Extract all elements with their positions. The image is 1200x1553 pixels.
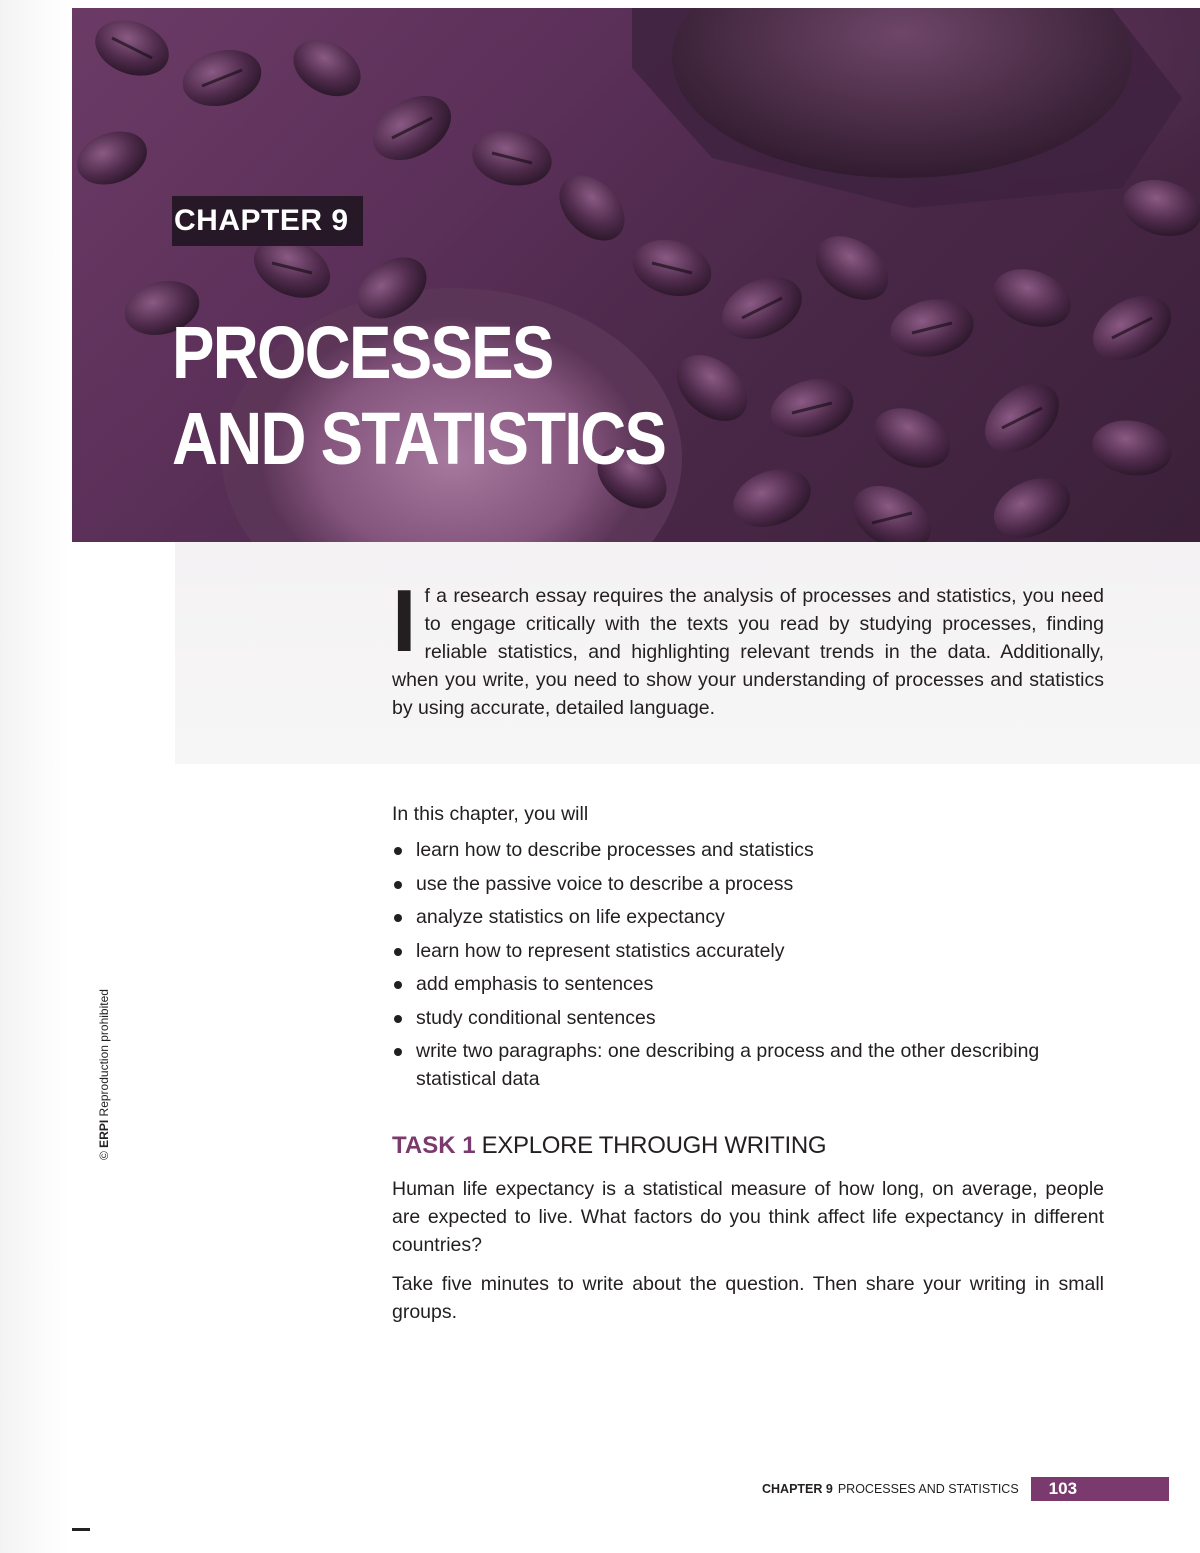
objective-text: write two paragraphs: one describing a process and the other describing statistical data (416, 1040, 1040, 1090)
objective-text: analyze statistics on life expectancy (416, 906, 725, 928)
objective-item (392, 937, 1092, 965)
bullet-icon (394, 847, 402, 855)
task-paragraph-2: Take five minutes to write about the question. Then share your writing in small groups. (392, 1273, 1104, 1323)
objective-text: study conditional sentences (416, 1006, 656, 1029)
footer-title: PROCESSES AND STATISTICS (837, 1482, 1019, 1496)
copyright-suffix: Reproduction prohibited (97, 989, 111, 1120)
chapter-tag (172, 196, 363, 246)
objectives-intro: In this chapter, you will (392, 803, 589, 825)
bullet-icon (394, 1048, 402, 1056)
objective-text: add emphasis to sentences (416, 973, 654, 995)
objective-text: use the passive voice to describe a process (416, 872, 794, 895)
objective-item (392, 970, 1092, 998)
publisher-brand: ERPI (97, 1119, 111, 1148)
copyright-prefix: © (97, 1147, 111, 1160)
bullet-icon (394, 914, 402, 922)
objective-item (392, 836, 1092, 864)
footer-chapter: CHAPTER 9 (762, 1482, 833, 1496)
objective-item (392, 1037, 1092, 1093)
objective-text: learn how to describe processes and statistics (416, 839, 814, 861)
objective-item (392, 1004, 1092, 1032)
copyright-notice (97, 989, 111, 1160)
chapter-label: CHAPTER 9 (174, 204, 349, 237)
chapter-title (172, 310, 665, 482)
scan-edge (0, 0, 70, 1553)
scan-corner-mark (72, 1528, 90, 1531)
task-paragraph-1: Human life expectancy is a statistical measure of how long, on average, people are expected to live. What factors do you think affect life expectancy in different countries? (392, 1178, 1104, 1256)
chapter-title-line-1: PROCESSES (172, 311, 553, 394)
intro-paragraph (392, 571, 1104, 722)
objective-text: learn how to represent statistics accurately (416, 939, 785, 962)
drop-cap: I (392, 571, 417, 670)
objective-item (392, 903, 1092, 931)
bullet-icon (394, 981, 402, 989)
bullet-icon (394, 881, 402, 889)
bullet-icon (394, 948, 402, 956)
hero-banner (72, 8, 1200, 542)
page-number: 103 (1031, 1477, 1169, 1501)
task-title: EXPLORE THROUGH WRITING (481, 1132, 827, 1159)
bullet-icon (394, 1015, 402, 1023)
objectives-list (392, 836, 1092, 1099)
chapter-title-line-2: AND STATISTICS (172, 397, 666, 480)
page-footer (762, 1476, 1169, 1502)
task-heading (392, 1132, 826, 1160)
intro-text: f a research essay requires the analysis of processes and statistics, you need to engage critically with the texts you read by studying processes, finding reliable statistics, and highlighting relevant trends in the data. Additionally, when you write, you need to show your understanding of processes and statistics by using accurate, detailed language. (392, 585, 1104, 719)
objective-item (392, 870, 1092, 898)
task-number: TASK 1 (392, 1132, 476, 1159)
